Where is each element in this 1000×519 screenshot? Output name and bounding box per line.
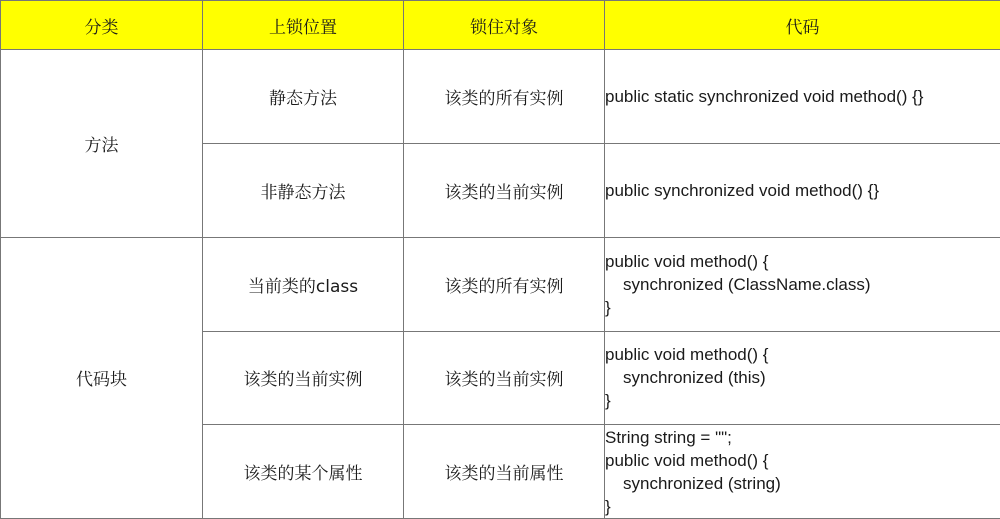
code-cell: [605, 425, 1000, 519]
lock-position-cell: 该类的当前实例: [203, 331, 404, 425]
header-category: 分类: [1, 1, 203, 50]
code-line: }: [605, 391, 611, 411]
header-code: 代码: [605, 1, 1000, 50]
code-cell: [605, 331, 1000, 425]
table-row: [1, 237, 1000, 331]
code-line: public void method() {: [605, 251, 769, 271]
code-line: }: [605, 297, 611, 317]
header-lock-target: 锁住对象: [404, 1, 605, 50]
code-line: synchronized (ClassName.class): [623, 274, 871, 294]
lock-target-cell: 该类的所有实例: [404, 237, 605, 331]
code-line: synchronized (string): [623, 474, 781, 493]
code-line: public void method() {: [605, 451, 769, 470]
lock-position-cell: 非静态方法: [203, 144, 404, 238]
code-cell: [605, 237, 1000, 331]
code-line: public void method() {: [605, 345, 769, 365]
lock-target-cell: 该类的所有实例: [404, 50, 605, 144]
lock-target-cell: 该类的当前实例: [404, 144, 605, 238]
lock-position-cell: 当前类的class: [203, 237, 404, 331]
code-cell: [605, 50, 1000, 144]
table-row: [1, 50, 1000, 144]
group-method-cell: 方法: [1, 50, 203, 237]
header-lock-position: 上锁位置: [203, 1, 404, 50]
code-line: }: [605, 497, 611, 516]
lock-position-cell: 静态方法: [203, 50, 404, 144]
code-line: String string = "";: [605, 428, 732, 447]
code-line: public synchronized void method() {}: [605, 180, 880, 200]
lock-target-cell: 该类的当前实例: [404, 331, 605, 425]
code-line: synchronized (this): [623, 368, 766, 388]
header-row: [1, 1, 1000, 50]
group-block-cell: 代码块: [1, 237, 203, 518]
code-line: public static synchronized void method() {}: [605, 87, 924, 107]
code-cell: [605, 144, 1000, 238]
lock-position-cell: 该类的某个属性: [203, 425, 404, 519]
lock-target-cell: 该类的当前属性: [404, 425, 605, 519]
